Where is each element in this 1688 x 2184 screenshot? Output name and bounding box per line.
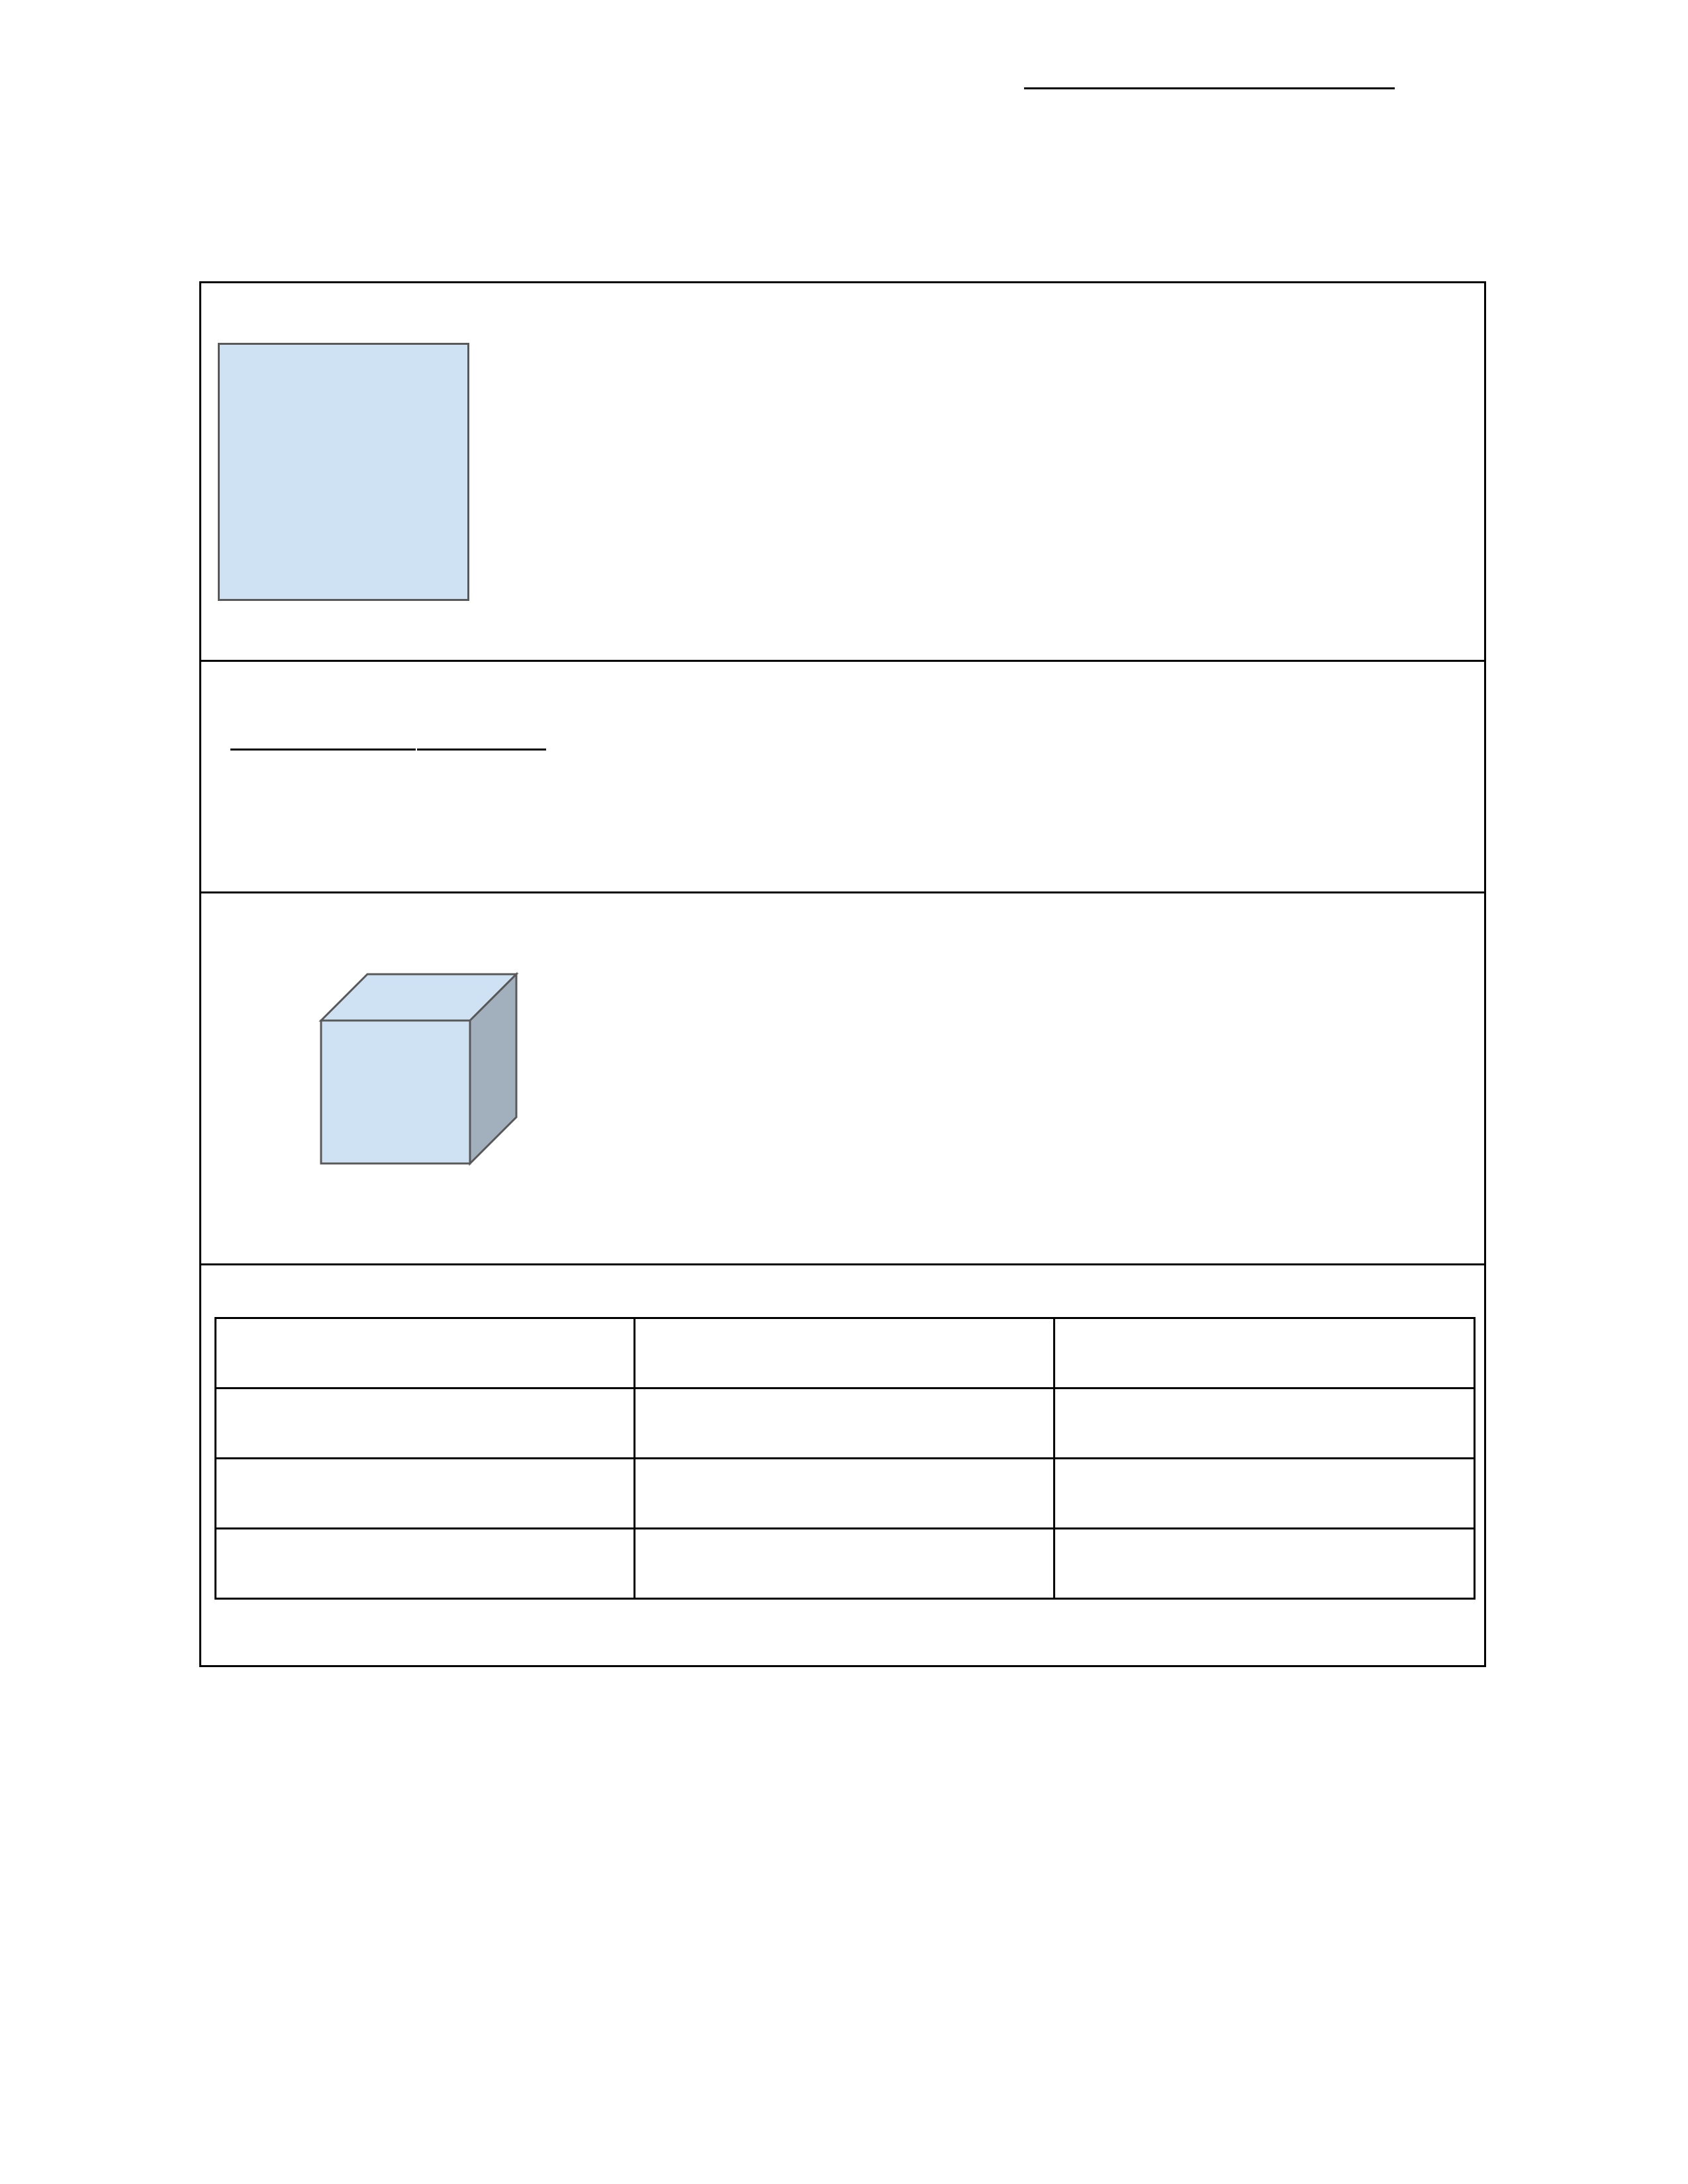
cell-exponent	[216, 1388, 635, 1459]
cell-expanded	[635, 1459, 1054, 1529]
header-expanded	[635, 1318, 1054, 1388]
table-row	[216, 1459, 1475, 1529]
cell-exponent	[216, 1529, 635, 1599]
table-row	[216, 1388, 1475, 1459]
cell-expanded-blank[interactable]	[635, 1529, 1054, 1599]
cube-front-face	[321, 1021, 470, 1163]
cell-standard	[1054, 1529, 1474, 1599]
cell-standard	[1054, 1388, 1474, 1459]
question-2	[201, 662, 1484, 893]
question-3	[201, 893, 1484, 1265]
exponent-table	[214, 1317, 1476, 1600]
square-figure	[218, 343, 469, 601]
question-1	[201, 283, 1484, 662]
exponent-expression	[220, 718, 546, 751]
table-header-row	[216, 1318, 1475, 1388]
quiz-box	[199, 281, 1486, 1667]
standard-answer-blank[interactable]	[417, 718, 546, 751]
header-standard	[1054, 1318, 1474, 1388]
header-exponent	[216, 1318, 635, 1388]
name-field	[1023, 53, 1395, 89]
question-4	[201, 1265, 1484, 1665]
cell-exponent	[216, 1459, 635, 1529]
expanded-answer-blank[interactable]	[230, 718, 416, 751]
cell-standard	[1054, 1459, 1474, 1529]
cell-expanded	[635, 1388, 1054, 1459]
table-row	[216, 1529, 1475, 1599]
cube-figure	[201, 893, 665, 1224]
name-blank-line[interactable]	[1024, 53, 1395, 89]
